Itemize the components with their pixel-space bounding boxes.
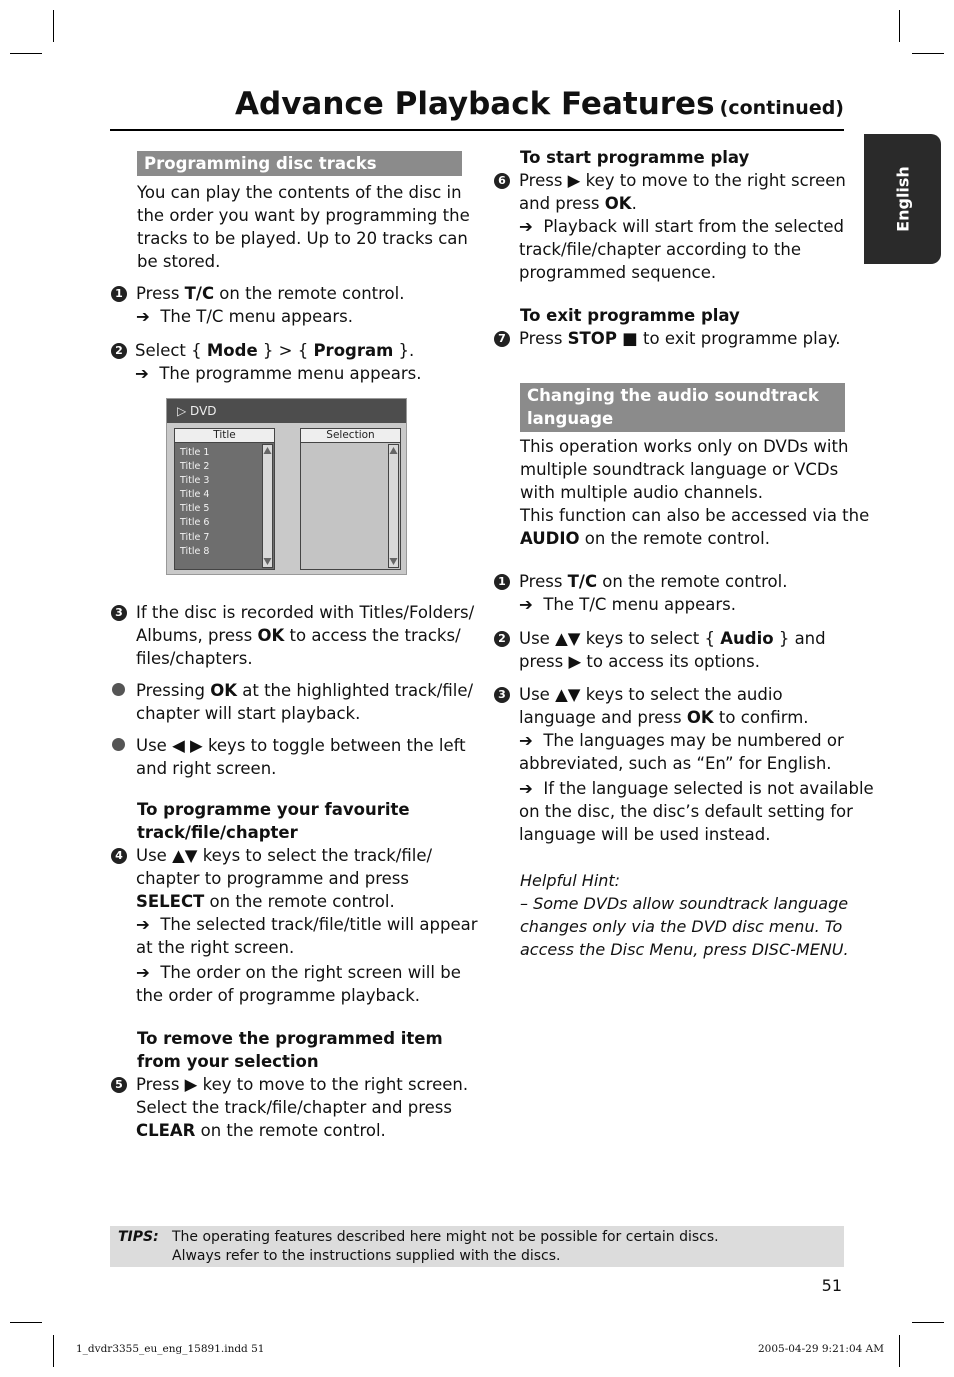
section-heading-audio-language <box>520 383 845 432</box>
result-arrow-icon: ➔ <box>519 731 533 750</box>
step-result: abbreviated, such as “En” for English. <box>519 754 832 773</box>
step-4 <box>136 844 478 1007</box>
step-text: Pressing <box>136 681 211 700</box>
scroll-up-icon <box>389 446 398 455</box>
step-number: 4 <box>111 848 127 864</box>
result-arrow-icon: ➔ <box>519 595 533 614</box>
tips-label: TIPS: <box>118 1229 159 1245</box>
step-6 <box>519 169 846 284</box>
key-name: AUDIO <box>520 529 580 548</box>
audio-step-1 <box>519 570 787 616</box>
step-result: Playback will start from the selected <box>543 217 844 236</box>
selection-column-header: Selection <box>300 428 401 443</box>
step-number: 2 <box>494 631 510 647</box>
subheading-line: track/file/chapter <box>137 823 298 842</box>
scroll-down-icon <box>389 557 398 566</box>
page-number: 51 <box>821 1276 842 1295</box>
step-text: Select { <box>135 341 207 360</box>
subheading-line: To remove the programmed item <box>137 1029 443 1048</box>
step-text: Use ▲▼ keys to select the audio <box>519 685 783 704</box>
page-title <box>235 86 844 122</box>
list-item: Title 2 <box>180 461 210 473</box>
key-name: SELECT <box>136 892 205 911</box>
step-2 <box>135 339 422 385</box>
crop-mark <box>10 53 42 54</box>
result-arrow-icon: ➔ <box>136 307 150 326</box>
result-arrow-icon: ➔ <box>136 963 150 982</box>
list-item: Title 4 <box>180 489 210 501</box>
step-text: Use ◀ ▶ keys to toggle between the left <box>136 736 466 755</box>
audio-intro-paragraph <box>520 435 869 550</box>
subheading-start-play: To start programme play <box>520 148 750 167</box>
intro-line: multiple soundtrack language or VCDs <box>520 460 839 479</box>
subheading-line: To programme your favourite <box>137 800 410 819</box>
step-text: . <box>631 194 637 213</box>
step-result: on the disc, the disc’s default setting for <box>519 802 853 821</box>
title-scrollbar <box>262 444 273 568</box>
crop-mark <box>899 1335 900 1367</box>
step-1 <box>136 282 404 328</box>
tips-box <box>110 1226 844 1267</box>
selection-scrollbar <box>388 444 399 568</box>
step-result: The order on the right screen will be <box>160 963 461 982</box>
key-name: T/C <box>184 284 215 303</box>
key-name: OK <box>686 708 714 727</box>
scroll-down-icon <box>263 557 272 566</box>
step-text: Use ▲▼ keys to select { <box>519 629 721 648</box>
step-result: The T/C menu appears. <box>160 307 353 326</box>
step-text: Press ▶ key to move to the right screen <box>519 171 846 190</box>
crop-mark <box>53 1335 54 1367</box>
step-text: Press ▶ key to move to the right screen. <box>136 1075 469 1094</box>
step-number: 1 <box>494 574 510 590</box>
step-text: Use ▲▼ keys to select the track/file/ <box>136 846 433 865</box>
result-arrow-icon: ➔ <box>136 915 150 934</box>
step-text: on the remote control. <box>204 892 395 911</box>
step-text: files/chapters. <box>136 649 253 668</box>
crop-mark <box>10 1322 42 1323</box>
subheading-exit-play: To exit programme play <box>520 306 740 325</box>
step-text: and press <box>519 194 605 213</box>
step-text: on the remote control. <box>597 572 788 591</box>
step-text: at the highlighted track/file/ <box>237 681 474 700</box>
scroll-up-icon <box>263 446 272 455</box>
step-text: to access the tracks/ <box>284 626 461 645</box>
step-text: and right screen. <box>136 759 277 778</box>
page-title-text: Advance Playback Features <box>235 86 715 122</box>
title-column-header: Title <box>174 428 275 443</box>
step-number: 2 <box>111 343 127 359</box>
key-name: CLEAR <box>136 1121 196 1140</box>
step-3 <box>136 601 474 670</box>
key-name: Audio <box>720 629 774 648</box>
page-title-continued: (continued) <box>719 97 844 119</box>
key-name: Mode <box>206 341 258 360</box>
intro-paragraph <box>137 181 470 273</box>
list-item: Title 8 <box>180 545 210 557</box>
list-item: Title 7 <box>180 531 210 543</box>
step-text: Press <box>519 572 568 591</box>
result-arrow-icon: ➔ <box>519 217 533 236</box>
subheading-programme-favourite <box>137 798 410 844</box>
crop-mark <box>912 1322 944 1323</box>
tips-line: The operating features described here might not be possible for certain discs. <box>172 1229 719 1245</box>
step-number: 1 <box>111 286 127 302</box>
section-heading-programming: Programming disc tracks <box>137 151 462 176</box>
hint-line: access the Disc Menu, press DISC-MENU. <box>520 940 849 959</box>
language-tab-label: English <box>893 166 912 232</box>
step-number: 7 <box>494 331 510 347</box>
section-heading-line: Changing the audio soundtrack <box>527 386 819 405</box>
step-result: The T/C menu appears. <box>543 595 736 614</box>
step-result: The languages may be numbered or <box>543 731 844 750</box>
list-item: Title 5 <box>180 503 210 515</box>
title-rule <box>110 129 844 131</box>
result-arrow-icon: ➔ <box>135 364 149 383</box>
language-tab <box>864 134 941 264</box>
step-text: Press <box>136 284 185 303</box>
step-number: 6 <box>494 173 510 189</box>
audio-step-2 <box>519 627 826 673</box>
tips-line: Always refer to the instructions supplied with the discs. <box>172 1248 561 1264</box>
helpful-hint <box>520 869 849 961</box>
section-heading-line: language <box>527 409 614 428</box>
step-text: Press <box>519 329 568 348</box>
step-5 <box>136 1073 468 1142</box>
step-result: If the language selected is not available <box>543 779 874 798</box>
list-item: Title 3 <box>180 475 210 487</box>
intro-line: on the remote control. <box>579 529 770 548</box>
step-text: }. <box>393 341 415 360</box>
tips-text <box>172 1228 719 1266</box>
step-result: programmed sequence. <box>519 263 717 282</box>
key-name: T/C <box>567 572 598 591</box>
selection-list-panel <box>300 442 401 570</box>
key-name: OK <box>257 626 285 645</box>
screen-title-bar: ▷ DVD <box>167 399 406 423</box>
step-text: If the disc is recorded with Titles/Folders/ <box>136 603 475 622</box>
programme-menu-screenshot <box>166 398 407 575</box>
step-result: The selected track/file/title will appear <box>160 915 478 934</box>
hint-title: Helpful Hint: <box>520 871 621 890</box>
step-text: ■ to exit programme play. <box>616 329 841 348</box>
key-name: OK <box>210 681 237 700</box>
list-item: Title 1 <box>180 447 210 458</box>
step-number: 3 <box>111 605 127 621</box>
step-result: The programme menu appears. <box>159 364 422 383</box>
bullet-toggle <box>136 734 466 780</box>
step-text: chapter to programme and press <box>136 869 409 888</box>
key-name: OK <box>604 194 632 213</box>
result-arrow-icon: ➔ <box>519 779 533 798</box>
step-text: } and <box>773 629 826 648</box>
step-text: press ▶ to access its options. <box>519 652 760 671</box>
step-text: } > { <box>257 341 314 360</box>
step-text: Select the track/file/chapter and press <box>136 1098 452 1117</box>
hint-line: changes only via the DVD disc menu. To <box>520 917 843 936</box>
crop-mark <box>912 53 944 54</box>
crop-mark <box>899 10 900 42</box>
intro-line: with multiple audio channels. <box>520 483 763 502</box>
intro-line: the order you want by programming the <box>137 206 470 225</box>
subheading-line: from your selection <box>137 1052 319 1071</box>
hint-line: – Some DVDs allow soundtrack language <box>520 894 849 913</box>
subheading-remove-item <box>137 1027 443 1073</box>
step-text: on the remote control. <box>214 284 405 303</box>
title-list <box>180 446 209 559</box>
intro-line: This function can also be accessed via the <box>520 506 870 525</box>
step-text: to confirm. <box>713 708 809 727</box>
step-result: language will be used instead. <box>519 825 771 844</box>
step-result: the order of programme playback. <box>136 986 421 1005</box>
key-name: Program <box>313 341 394 360</box>
bullet-dot <box>112 738 125 751</box>
intro-line: You can play the contents of the disc in <box>137 183 462 202</box>
crop-mark <box>53 10 54 42</box>
bullet-ok <box>136 679 473 725</box>
footer-filename: 1_dvdr3355_eu_eng_15891.indd 51 <box>76 1343 265 1355</box>
step-7 <box>519 327 840 350</box>
intro-line: tracks to be played. Up to 20 tracks can <box>137 229 468 248</box>
step-number: 3 <box>494 687 510 703</box>
step-number: 5 <box>111 1077 127 1093</box>
bullet-dot <box>112 683 125 696</box>
audio-step-3 <box>519 683 874 846</box>
intro-line: be stored. <box>137 252 221 271</box>
step-result: at the right screen. <box>136 938 295 957</box>
step-text: chapter will start playback. <box>136 704 361 723</box>
footer-timestamp: 2005-04-29 9:21:04 AM <box>757 1343 884 1355</box>
step-text: on the remote control. <box>195 1121 386 1140</box>
step-result: track/file/chapter according to the <box>519 240 801 259</box>
key-name: STOP <box>567 329 617 348</box>
intro-line: This operation works only on DVDs with <box>520 437 849 456</box>
step-text: Albums, press <box>136 626 258 645</box>
step-text: language and press <box>519 708 687 727</box>
list-item: Title 6 <box>180 517 210 529</box>
